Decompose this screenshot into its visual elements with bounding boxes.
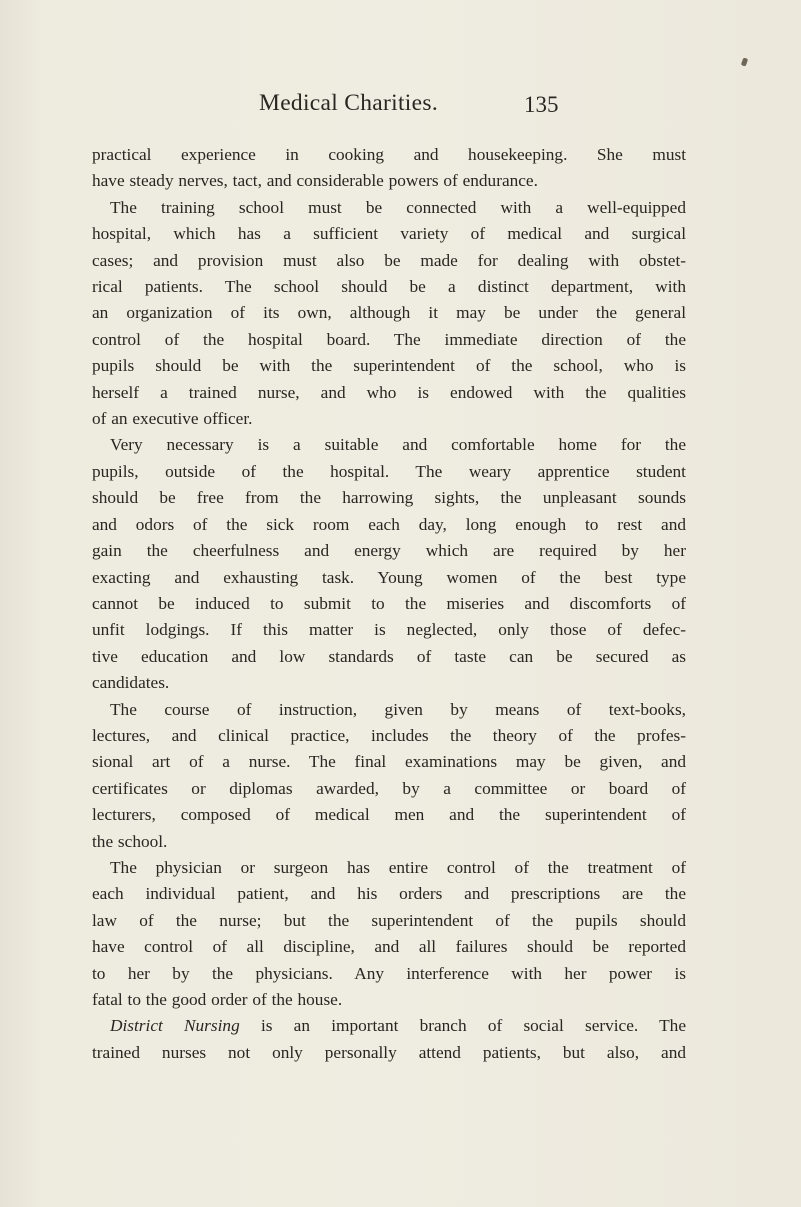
text-line [92,142,686,168]
text-line [92,459,686,485]
text-line-content: gain the cheerfulness and energy which are required by her [92,541,686,561]
text-line [92,221,686,247]
text-line-content: to her by the physicians. Any interference with her power is [92,963,686,983]
text-line-content: is an important branch of social service. The [260,1016,686,1036]
text-line [92,538,686,564]
italic-term: District Nursing [110,1016,240,1036]
text-line-content: hospital, which has a sufficient variety of medical and surgical [92,224,686,244]
text-line [92,829,686,855]
text-line-content: have steady nerves, tact, and considerable powers of endurance. [92,171,538,191]
text-line [92,697,686,723]
text-line-content: tive education and low standards of taste can be secured as [92,646,686,666]
text-line [92,987,686,1013]
body-text [92,142,686,1066]
text-line [92,274,686,300]
text-line [92,670,686,696]
text-line-content: certificates or diplomas awarded, by a committee or board of [92,778,686,798]
text-line [92,776,686,802]
text-line-content: pupils should be with the superintendent of the school, who is [92,356,686,376]
text-line-content: practical experience in cooking and housekeeping. She must [92,145,686,164]
text-line [92,300,686,326]
text-line [92,961,686,987]
text-line [92,327,686,353]
text-line [92,1013,686,1039]
text-line-content: law of the nurse; but the superintendent of the pupils should [92,910,686,930]
text-line-content: rical patients. The school should be a distinct department, with [92,277,686,297]
text-line [92,591,686,617]
text-line [92,380,686,406]
text-line-content: herself a trained nurse, and who is endowed with the qualities [92,382,686,402]
text-line [92,168,686,194]
running-head [0,90,801,126]
text-line-content: Very necessary is a suitable and comfortable home for the [110,435,686,455]
text-line-content: control of the hospital board. The immediate direction of the [92,329,686,349]
text-line [92,881,686,907]
text-line [92,723,686,749]
text-line [92,934,686,960]
text-line-content: the school. [92,831,168,851]
text-line-content: and odors of the sick room each day, long enough to rest and [92,514,686,534]
text-line-content: fatal to the good order of the house. [92,990,343,1009]
text-line [92,195,686,221]
text-line [92,644,686,670]
text-line [92,353,686,379]
text-line-content: The training school must be connected with a well-equipped [110,197,686,217]
text-line [92,406,686,432]
text-line-content: unfit lodgings. If this matter is neglected, only those of defec- [92,620,686,640]
text-line [92,749,686,775]
text-line-content: each individual patient, and his orders and prescriptions are the [92,884,686,904]
text-line-content: should be free from the harrowing sights, the unpleasant sounds [92,488,686,508]
text-line-content: The physician or surgeon has entire control of the treatment of [110,857,686,877]
page-number: 135 [524,92,559,117]
text-line [92,248,686,274]
text-line-content: The course of instruction, given by means of text-books, [110,699,686,719]
text-line-content: cannot be induced to submit to the miseries and discomforts of [92,593,686,613]
text-line [92,485,686,511]
text-line-content: of an executive officer. [92,409,253,429]
text-line [92,512,686,538]
text-line [92,855,686,881]
text-line-content: pupils, outside of the hospital. The weary apprentice student [92,461,686,481]
ink-spot [741,57,748,66]
text-line [92,565,686,591]
text-line [92,617,686,643]
text-line-content: an organization of its own, although it may be under the general [92,303,686,323]
text-line [92,1040,686,1066]
text-line-content: trained nurses not only personally attend patients, but also, and [92,1042,686,1062]
running-head-title: Medical Charities. [259,90,438,116]
text-line [92,802,686,828]
text-line-content: cases; and provision must also be made for dealing with obstet- [92,250,686,270]
text-line-content: have control of all discipline, and all failures should be reported [92,937,686,957]
text-line [92,908,686,934]
text-line-content: sional art of a nurse. The final examinations may be given, and [92,752,686,772]
text-line-content: lecturers, composed of medical men and the superintendent of [92,805,686,825]
text-line-content: candidates. [92,673,170,693]
text-line-content: exacting and exhausting task. Young women of the best type [92,567,686,587]
text-line [92,432,686,458]
text-line-content: lectures, and clinical practice, includes the theory of the profes- [92,725,686,745]
